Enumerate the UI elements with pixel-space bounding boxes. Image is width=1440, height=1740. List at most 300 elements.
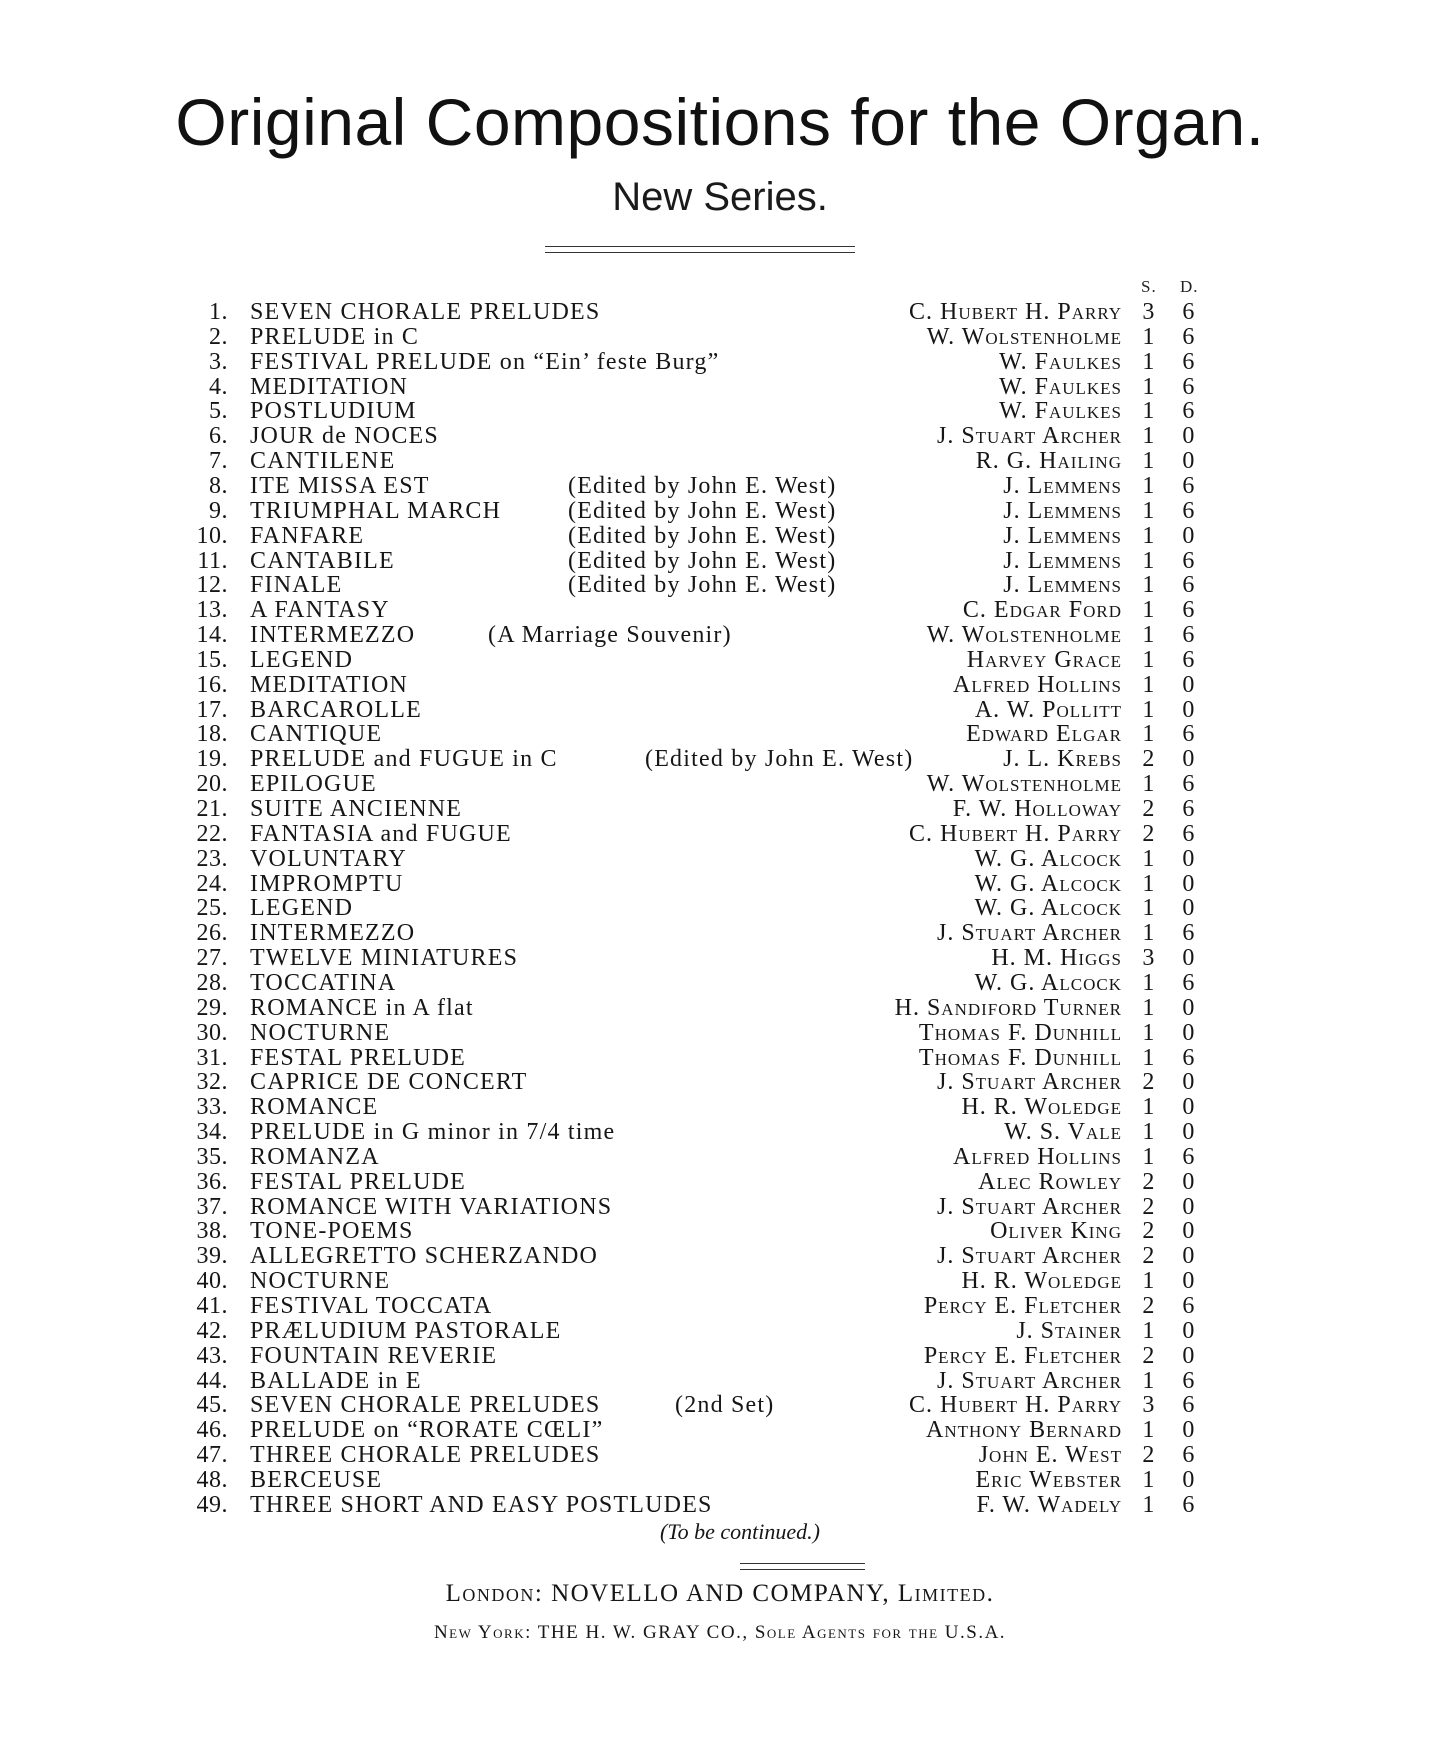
- price-shillings: 1: [1142, 1491, 1156, 1518]
- entry-title: PRELUDE in C: [250, 323, 420, 350]
- entry-title: PRELUDE in G minor in 7/4 time: [250, 1119, 616, 1146]
- entry-composer: H. R. Woledge: [961, 1094, 1122, 1121]
- price-shillings: 2: [1142, 1342, 1156, 1369]
- price-pence: 6: [1182, 348, 1196, 375]
- entry-number: 9.: [209, 497, 228, 524]
- list-item: [0, 1170, 1440, 1195]
- entry-number: 3.: [209, 348, 228, 375]
- price-pence: 0: [1182, 696, 1196, 723]
- price-shillings: 1: [1142, 522, 1156, 549]
- price-shillings: 1: [1142, 398, 1156, 425]
- price-shillings: 1: [1142, 373, 1156, 400]
- price-shillings: 1: [1142, 721, 1156, 748]
- entry-number: 45.: [196, 1392, 228, 1419]
- list-item: [0, 1369, 1440, 1394]
- price-pence: 6: [1182, 969, 1196, 996]
- price-shillings: 1: [1142, 1417, 1156, 1444]
- price-pence: 6: [1182, 497, 1196, 524]
- price-shillings: 1: [1142, 622, 1156, 649]
- page-subtitle: New Series.: [612, 175, 828, 219]
- entry-composer: J. Stuart Archer: [936, 1243, 1122, 1270]
- list-item: [0, 772, 1440, 797]
- entry-title: LEGEND: [250, 895, 354, 922]
- entry-composer: W. G. Alcock: [974, 969, 1122, 996]
- price-pence: 6: [1182, 323, 1196, 350]
- entry-composer: R. G. Hailing: [975, 448, 1122, 475]
- list-item: [0, 399, 1440, 424]
- price-pence: 6: [1182, 820, 1196, 847]
- list-item: [0, 424, 1440, 449]
- price-shillings: 2: [1142, 1442, 1156, 1469]
- entry-composer: John E. West: [978, 1442, 1122, 1469]
- list-item: [0, 1344, 1440, 1369]
- price-pence: 6: [1182, 1491, 1196, 1518]
- entry-number: 40.: [196, 1268, 228, 1295]
- price-shillings: 1: [1142, 1019, 1156, 1046]
- list-item: [0, 872, 1440, 897]
- list-item: [0, 1294, 1440, 1319]
- entry-note: (A Marriage Souvenir): [488, 622, 732, 649]
- list-item: [0, 1468, 1440, 1493]
- list-item: [0, 648, 1440, 673]
- footer-divider: [740, 1563, 865, 1564]
- list-item: [0, 499, 1440, 524]
- entry-title: TOCCATINA: [250, 969, 397, 996]
- entry-title: MEDITATION: [250, 373, 409, 400]
- price-pence: 6: [1182, 597, 1196, 624]
- price-pence: 6: [1182, 920, 1196, 947]
- price-pence: 6: [1182, 299, 1196, 325]
- price-shillings: 2: [1142, 1193, 1156, 1220]
- entry-number: 21.: [196, 796, 228, 822]
- list-item: [0, 946, 1440, 971]
- entry-title: FANTASIA and FUGUE: [250, 820, 512, 847]
- price-shillings: 1: [1142, 497, 1156, 524]
- entry-composer: Alfred Hollins: [953, 671, 1122, 698]
- publisher-new-york: [0, 1622, 1440, 1644]
- price-shillings: 3: [1142, 945, 1156, 972]
- entry-composer: C. Edgar Ford: [962, 597, 1122, 624]
- entry-title: A FANTASY: [250, 597, 390, 624]
- entry-note: (Edited by John E. West): [568, 497, 837, 524]
- price-pence: 6: [1182, 796, 1196, 822]
- price-pence: 6: [1182, 1367, 1196, 1394]
- entry-title: FINALE: [250, 572, 343, 599]
- price-pence: 6: [1182, 547, 1196, 574]
- entry-title: NOCTURNE: [250, 1268, 391, 1295]
- entry-title: SUITE ANCIENNE: [250, 796, 463, 822]
- list-item: [0, 375, 1440, 400]
- entry-title: FESTAL PRELUDE: [250, 1044, 466, 1071]
- list-item: [0, 1021, 1440, 1046]
- price-pence: 6: [1182, 771, 1196, 798]
- entry-title: SEVEN CHORALE PRELUDES: [250, 299, 601, 325]
- price-shillings: 1: [1142, 671, 1156, 698]
- price-pence: 0: [1182, 1317, 1196, 1344]
- price-pence: 0: [1182, 1342, 1196, 1369]
- entry-number: 7.: [209, 448, 228, 475]
- entry-title: NOCTURNE: [250, 1019, 391, 1046]
- entry-number: 42.: [196, 1317, 228, 1344]
- entry-title: CANTILENE: [250, 448, 396, 475]
- price-pence: 0: [1182, 1119, 1196, 1146]
- price-shillings: 2: [1142, 746, 1156, 773]
- entry-composer: C. Hubert H. Parry: [908, 1392, 1122, 1419]
- price-pence: 0: [1182, 1019, 1196, 1046]
- list-item: [0, 350, 1440, 375]
- entry-composer: H. M. Higgs: [991, 945, 1122, 972]
- entry-composer: W. G. Alcock: [974, 870, 1122, 897]
- entry-title: CANTABILE: [250, 547, 395, 574]
- entry-number: 23.: [196, 845, 228, 872]
- entry-number: 34.: [196, 1119, 228, 1146]
- entry-title: ITE MISSA EST: [250, 472, 430, 499]
- price-pence: 6: [1182, 1293, 1196, 1319]
- price-pence: 0: [1182, 870, 1196, 897]
- entry-number: 44.: [196, 1367, 228, 1394]
- entry-number: 6.: [209, 423, 228, 450]
- entry-composer: J. Stuart Archer: [936, 423, 1122, 450]
- entry-composer: Alfred Hollins: [953, 1143, 1122, 1170]
- price-pence: 6: [1182, 1143, 1196, 1170]
- list-item: [0, 971, 1440, 996]
- entry-title: PRELUDE on “RORATE CŒLI”: [250, 1417, 604, 1444]
- entry-composer: C. Hubert H. Parry: [908, 820, 1122, 847]
- entry-title: ROMANZA: [250, 1143, 380, 1170]
- price-shillings: 1: [1142, 646, 1156, 673]
- entry-number: 11.: [197, 547, 228, 574]
- entry-composer: J. L. Krebs: [1003, 746, 1122, 773]
- price-pence: 6: [1182, 721, 1196, 748]
- entry-composer: W. G. Alcock: [974, 845, 1122, 872]
- entry-number: 39.: [196, 1243, 228, 1270]
- agent-city: New York:: [433, 1622, 532, 1643]
- entry-note: (Edited by John E. West): [568, 547, 837, 574]
- title-divider: [545, 246, 855, 247]
- entry-composer: J. Lemmens: [1003, 497, 1122, 524]
- entry-number: 18.: [196, 721, 228, 748]
- agent-role: Sole Agents for the U.S.A.: [754, 1622, 1007, 1643]
- entry-composer: W. Wolstenholme: [926, 771, 1122, 798]
- entry-composer: J. Lemmens: [1003, 472, 1122, 499]
- entry-note: (2nd Set): [675, 1392, 775, 1419]
- entry-composer: J. Stuart Archer: [936, 1367, 1122, 1394]
- list-item: [0, 822, 1440, 847]
- entry-number: 17.: [196, 696, 228, 723]
- entry-composer: Thomas F. Dunhill: [918, 1019, 1122, 1046]
- publisher-city: London:: [445, 1580, 544, 1607]
- price-shillings: 2: [1142, 1168, 1156, 1195]
- entry-composer: J. Stuart Archer: [936, 920, 1122, 947]
- list-item: [0, 1393, 1440, 1418]
- list-item: [0, 449, 1440, 474]
- price-shillings: 1: [1142, 870, 1156, 897]
- entry-number: 19.: [196, 746, 228, 773]
- price-pence: 0: [1182, 945, 1196, 972]
- entry-composer: Edward Elgar: [966, 721, 1122, 748]
- entry-composer: J. Stuart Archer: [936, 1193, 1122, 1220]
- price-shillings: 2: [1142, 1218, 1156, 1245]
- list-item: [0, 722, 1440, 747]
- entry-number: 37.: [196, 1193, 228, 1220]
- price-pence: 6: [1182, 622, 1196, 649]
- price-shillings: 1: [1142, 597, 1156, 624]
- entry-title: INTERMEZZO: [250, 920, 416, 947]
- pence-column-header: D.: [1180, 277, 1199, 296]
- agent-name: THE H. W. GRAY CO.,: [537, 1622, 749, 1643]
- entry-number: 8.: [209, 472, 228, 499]
- list-item: [0, 1120, 1440, 1145]
- list-item: [0, 1219, 1440, 1244]
- list-item: [0, 1418, 1440, 1443]
- shillings-column-header: S.: [1141, 277, 1157, 296]
- entry-title: SEVEN CHORALE PRELUDES: [250, 1392, 601, 1419]
- price-pence: 0: [1182, 845, 1196, 872]
- price-shillings: 1: [1142, 994, 1156, 1021]
- entry-number: 38.: [196, 1218, 228, 1245]
- entry-composer: W. G. Alcock: [974, 895, 1122, 922]
- entry-composer: J. Stuart Archer: [936, 1069, 1122, 1096]
- entry-title: IMPROMPTU: [250, 870, 404, 897]
- list-item: [0, 797, 1440, 822]
- list-item: [0, 1443, 1440, 1468]
- price-shillings: 2: [1142, 1293, 1156, 1319]
- price-shillings: 2: [1142, 1069, 1156, 1096]
- entry-number: 27.: [196, 945, 228, 972]
- entry-number: 4.: [209, 373, 228, 400]
- entry-title: ROMANCE: [250, 1094, 379, 1121]
- price-pence: 0: [1182, 1417, 1196, 1444]
- entry-number: 15.: [196, 646, 228, 673]
- price-shillings: 2: [1142, 796, 1156, 822]
- entry-title: FESTIVAL TOCCATA: [250, 1293, 493, 1319]
- price-shillings: 1: [1142, 1143, 1156, 1170]
- list-item: [0, 747, 1440, 772]
- entry-composer: H. Sandiford Turner: [894, 994, 1122, 1021]
- page-title: Original Compositions for the Organ.: [175, 85, 1265, 159]
- list-item: [0, 549, 1440, 574]
- entry-title: TWELVE MINIATURES: [250, 945, 519, 972]
- entry-title: CAPRICE DE CONCERT: [250, 1069, 528, 1096]
- entry-number: 1.: [209, 299, 228, 325]
- entry-number: 12.: [196, 572, 228, 599]
- price-shillings: 3: [1142, 299, 1156, 325]
- entry-number: 47.: [196, 1442, 228, 1469]
- price-pence: 6: [1182, 572, 1196, 599]
- title-divider-lower: [545, 252, 855, 253]
- list-item: [0, 673, 1440, 698]
- list-item: [0, 474, 1440, 499]
- entry-composer: W. Wolstenholme: [926, 622, 1122, 649]
- price-pence: 6: [1182, 373, 1196, 400]
- publisher-london: [0, 1580, 1440, 1608]
- entry-title: CANTIQUE: [250, 721, 383, 748]
- price-pence: 0: [1182, 1168, 1196, 1195]
- price-shillings: 1: [1142, 348, 1156, 375]
- price-shillings: 1: [1142, 323, 1156, 350]
- entry-composer: Percy E. Fletcher: [923, 1293, 1122, 1319]
- entry-title: BALLADE in E: [250, 1367, 422, 1394]
- entry-title: FESTAL PRELUDE: [250, 1168, 466, 1195]
- price-pence: 0: [1182, 994, 1196, 1021]
- entry-title: BARCAROLLE: [250, 696, 423, 723]
- entry-title: INTERMEZZO: [250, 622, 416, 649]
- entry-title: EPILOGUE: [250, 771, 377, 798]
- price-pence: 0: [1182, 1069, 1196, 1096]
- entry-number: 33.: [196, 1094, 228, 1121]
- entry-number: 14.: [196, 622, 228, 649]
- price-pence: 0: [1182, 1094, 1196, 1121]
- price-shillings: 1: [1142, 1367, 1156, 1394]
- publisher-suffix: Limited.: [897, 1580, 995, 1607]
- price-pence: 6: [1182, 1392, 1196, 1419]
- price-shillings: 1: [1142, 1044, 1156, 1071]
- entry-number: 30.: [196, 1019, 228, 1046]
- entry-composer: Alec Rowley: [978, 1168, 1122, 1195]
- price-pence: 0: [1182, 423, 1196, 450]
- entry-composer: A. W. Pollitt: [974, 696, 1122, 723]
- price-pence: 6: [1182, 1044, 1196, 1071]
- entry-title: ROMANCE in A flat: [250, 994, 474, 1021]
- price-shillings: 1: [1142, 845, 1156, 872]
- price-pence: 6: [1182, 398, 1196, 425]
- entry-note: (Edited by John E. West): [568, 472, 837, 499]
- list-item: [0, 1319, 1440, 1344]
- price-shillings: 1: [1142, 1268, 1156, 1295]
- price-shillings: 1: [1142, 1466, 1156, 1493]
- entry-number: 25.: [196, 895, 228, 922]
- price-shillings: 1: [1142, 1094, 1156, 1121]
- entry-title: FOUNTAIN REVERIE: [250, 1342, 498, 1369]
- entry-composer: J. Stainer: [1016, 1317, 1122, 1344]
- entry-composer: F. W. Holloway: [952, 796, 1122, 822]
- entry-composer: J. Lemmens: [1003, 572, 1122, 599]
- entry-title: POSTLUDIUM: [250, 398, 417, 425]
- price-pence: 0: [1182, 1268, 1196, 1295]
- entry-title: TRIUMPHAL MARCH: [250, 497, 502, 524]
- entry-composer: W. Faulkes: [999, 348, 1122, 375]
- entry-number: 43.: [196, 1342, 228, 1369]
- price-pence: 0: [1182, 1466, 1196, 1493]
- entry-composer: J. Lemmens: [1003, 522, 1122, 549]
- entry-number: 16.: [196, 671, 228, 698]
- price-shillings: 1: [1142, 969, 1156, 996]
- price-pence: 6: [1182, 646, 1196, 673]
- price-pence: 0: [1182, 522, 1196, 549]
- entry-title: THREE SHORT AND EASY POSTLUDES: [250, 1491, 713, 1518]
- entry-number: 13.: [196, 597, 228, 624]
- price-pence: 0: [1182, 448, 1196, 475]
- list-item: [0, 698, 1440, 723]
- price-shillings: 1: [1142, 547, 1156, 574]
- entry-composer: W. Faulkes: [999, 398, 1122, 425]
- list-item: [0, 524, 1440, 549]
- entry-composer: F. W. Wadely: [976, 1491, 1122, 1518]
- entry-number: 48.: [196, 1466, 228, 1493]
- list-item: [0, 573, 1440, 598]
- price-pence: 6: [1182, 1442, 1196, 1469]
- price-pence: 0: [1182, 1218, 1196, 1245]
- price-shillings: 1: [1142, 1119, 1156, 1146]
- entry-title: MEDITATION: [250, 671, 409, 698]
- price-shillings: 2: [1142, 1243, 1156, 1270]
- price-shillings: 1: [1142, 895, 1156, 922]
- price-pence: 6: [1182, 472, 1196, 499]
- entry-number: 20.: [196, 771, 228, 798]
- entry-number: 24.: [196, 870, 228, 897]
- list-item: [0, 1070, 1440, 1095]
- entry-title: BERCEUSE: [250, 1466, 383, 1493]
- entry-title: PRÆLUDIUM PASTORALE: [250, 1317, 562, 1344]
- entry-title: ALLEGRETTO SCHERZANDO: [250, 1243, 599, 1270]
- entry-title: LEGEND: [250, 646, 354, 673]
- entry-composer: W. S. Vale: [1004, 1119, 1122, 1146]
- entry-composer: J. Lemmens: [1003, 547, 1122, 574]
- entry-number: 5.: [209, 398, 228, 425]
- list-item: [0, 1195, 1440, 1220]
- entry-composer: Oliver King: [990, 1218, 1122, 1245]
- price-shillings: 3: [1142, 1392, 1156, 1419]
- continued-note: (To be continued.): [660, 1519, 820, 1544]
- entry-number: 32.: [196, 1069, 228, 1096]
- entry-composer: W. Wolstenholme: [926, 323, 1122, 350]
- price-shillings: 1: [1142, 771, 1156, 798]
- entry-composer: W. Faulkes: [999, 373, 1122, 400]
- entry-composer: Percy E. Fletcher: [923, 1342, 1122, 1369]
- entry-title: THREE CHORALE PRELUDES: [250, 1442, 601, 1469]
- list-item: [0, 921, 1440, 946]
- entry-title: FANFARE: [250, 522, 365, 549]
- price-shillings: 2: [1142, 820, 1156, 847]
- entry-number: 29.: [196, 994, 228, 1021]
- entry-composer: Harvey Grace: [966, 646, 1122, 673]
- entry-number: 49.: [196, 1491, 228, 1518]
- entry-number: 10.: [196, 522, 228, 549]
- entry-title: ROMANCE WITH VARIATIONS: [250, 1193, 613, 1220]
- price-shillings: 1: [1142, 572, 1156, 599]
- entry-composer: Anthony Bernard: [925, 1417, 1122, 1444]
- entry-title: PRELUDE and FUGUE in C: [250, 746, 558, 773]
- publisher-name: NOVELLO AND COMPANY,: [551, 1580, 891, 1607]
- price-shillings: 1: [1142, 448, 1156, 475]
- entry-number: 41.: [196, 1293, 228, 1319]
- list-item: [0, 1493, 1440, 1518]
- list-item: [0, 598, 1440, 623]
- entry-number: 35.: [196, 1143, 228, 1170]
- entry-title: FESTIVAL PRELUDE on “Ein’ feste Burg”: [250, 348, 720, 375]
- entry-note: (Edited by John E. West): [568, 572, 837, 599]
- list-item: [0, 1046, 1440, 1071]
- list-item: [0, 1145, 1440, 1170]
- entry-number: 31.: [196, 1044, 228, 1071]
- price-shillings: 1: [1142, 1317, 1156, 1344]
- list-item: [0, 1095, 1440, 1120]
- footer-divider-lower: [740, 1569, 865, 1570]
- entry-number: 26.: [196, 920, 228, 947]
- entry-title: VOLUNTARY: [250, 845, 407, 872]
- list-item: [0, 300, 1440, 325]
- price-pence: 0: [1182, 1193, 1196, 1220]
- price-shillings: 1: [1142, 423, 1156, 450]
- list-item: [0, 847, 1440, 872]
- entry-composer: H. R. Woledge: [961, 1268, 1122, 1295]
- entry-number: 28.: [196, 969, 228, 996]
- entry-number: 46.: [196, 1417, 228, 1444]
- price-pence: 0: [1182, 746, 1196, 773]
- list-item: [0, 1269, 1440, 1294]
- list-item: [0, 896, 1440, 921]
- price-shillings: 1: [1142, 920, 1156, 947]
